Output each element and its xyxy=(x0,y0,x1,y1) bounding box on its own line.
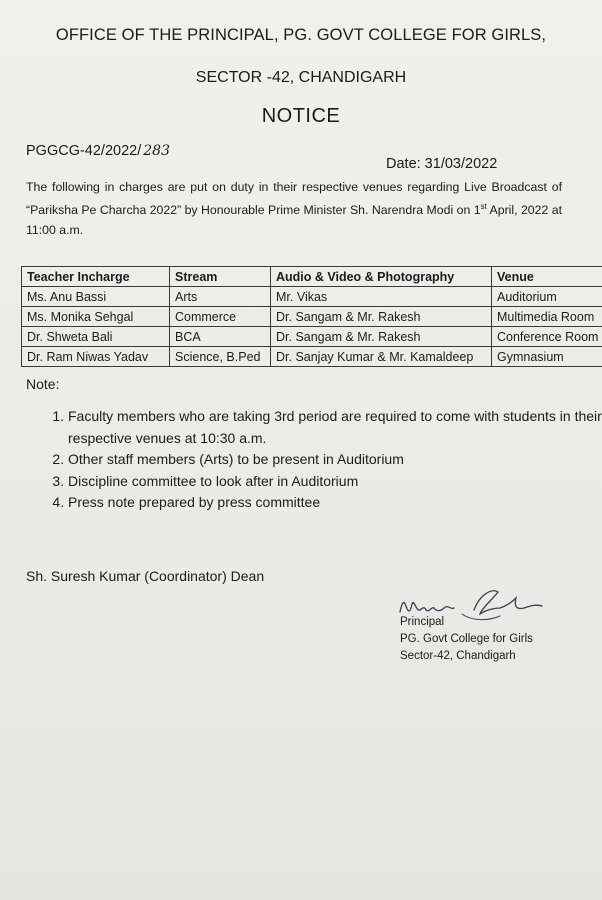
intro-superscript: st xyxy=(480,202,487,211)
intro-text-end: April, 2022 at 11:00 a.m. xyxy=(26,203,563,238)
list-item: 3. Discipline committee to look after in Auditorium xyxy=(68,471,602,493)
table-header-row xyxy=(22,267,602,287)
signatory-title: Principal xyxy=(400,616,445,628)
reference-number xyxy=(26,143,170,159)
header-venue: Venue xyxy=(492,267,602,287)
teacher-cell: Dr. Ram Niwas Yadav xyxy=(22,347,170,367)
handwritten-dispatch-number: 283 xyxy=(143,143,170,159)
av-cell: Dr. Sanjay Kumar & Mr. Kamaldeep xyxy=(271,347,492,367)
table-row xyxy=(22,307,602,327)
reference-prefix: PGGCG-42/2022/ xyxy=(26,143,142,159)
coordinator-line: Sh. Suresh Kumar (Coordinator) Dean xyxy=(26,568,265,584)
table-row xyxy=(22,327,602,347)
av-cell: Mr. Vikas xyxy=(271,287,492,307)
teacher-cell: Dr. Shweta Bali xyxy=(22,327,170,347)
venue-cell: Conference Room xyxy=(492,327,602,347)
stream-cell: Arts xyxy=(170,287,271,307)
venue-cell: Auditorium xyxy=(492,287,602,307)
stream-cell: Commerce xyxy=(170,307,271,327)
table-row xyxy=(22,287,602,307)
header-audio-video: Audio & Video & Photography xyxy=(271,267,492,287)
teacher-cell: Ms. Anu Bassi xyxy=(22,287,170,307)
list-item: 4. Press note prepared by press committee xyxy=(68,492,602,514)
intro-text: The following in charges are put on duty in their respective venues regarding Live Broadcast of “Pariksha Pe Charcha 2022” by Honourable Prime Minister Sh. Narendra Modi on 1 xyxy=(26,180,562,218)
signatory-college: PG. Govt College for Girls xyxy=(400,633,533,645)
office-heading: OFFICE OF THE PRINCIPAL, PG. GOVT COLLEGE FOR GIRLS, xyxy=(55,26,547,44)
note-list xyxy=(30,406,602,514)
teacher-cell: Ms. Monika Sehgal xyxy=(22,307,170,327)
table-row xyxy=(22,347,602,367)
intro-paragraph xyxy=(26,177,562,240)
notice-title: NOTICE xyxy=(261,105,341,127)
header-teacher-incharge: Teacher Incharge xyxy=(22,267,170,287)
sector-heading: SECTOR -42, CHANDIGARH xyxy=(195,69,407,86)
venue-cell: Multimedia Room xyxy=(492,307,602,327)
list-item: 2. Other staff members (Arts) to be present in Auditorium xyxy=(68,449,602,471)
signatory-block xyxy=(400,614,533,665)
stream-cell: BCA xyxy=(170,327,271,347)
notice-date: Date: 31/03/2022 xyxy=(386,156,498,172)
av-cell: Dr. Sangam & Mr. Rakesh xyxy=(271,327,492,347)
list-item: 1. Faculty members who are taking 3rd period are required to come with students in their respective venues at 10:30 a.m. xyxy=(68,406,602,449)
av-cell: Dr. Sangam & Mr. Rakesh xyxy=(271,307,492,327)
signatory-sector: Sector-42, Chandigarh xyxy=(400,650,516,662)
duty-table xyxy=(21,266,602,367)
note-label: Note: xyxy=(26,376,60,392)
header-stream: Stream xyxy=(170,267,271,287)
venue-cell: Gymnasium xyxy=(492,347,602,367)
stream-cell: Science, B.Ped xyxy=(170,347,271,367)
